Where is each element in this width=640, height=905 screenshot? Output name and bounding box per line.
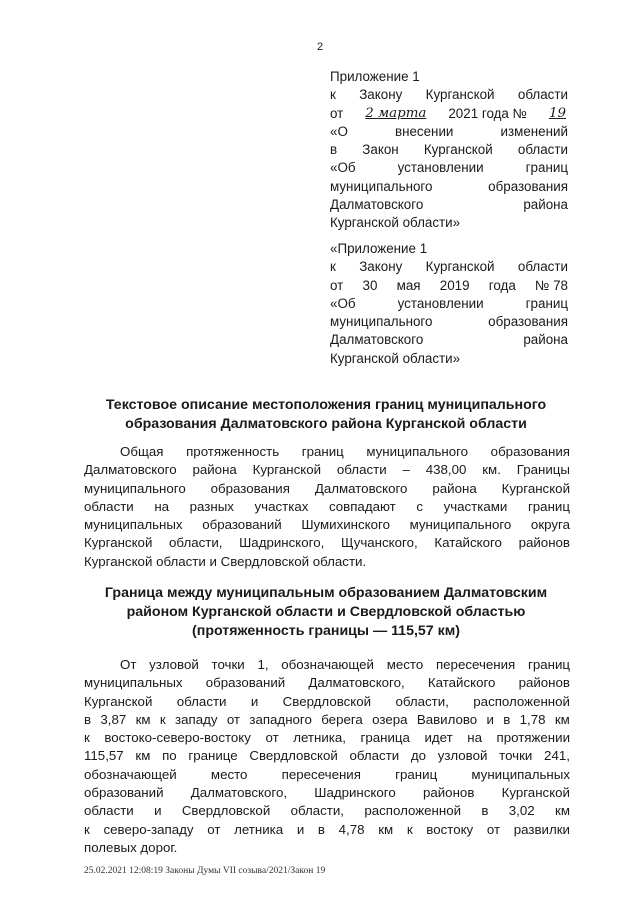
word: 438,00 <box>425 462 467 478</box>
text-line <box>84 766 570 784</box>
word: района <box>432 480 477 496</box>
word: образования <box>490 444 570 459</box>
word: обозначающей <box>84 766 177 782</box>
word: 3,87 <box>100 711 127 727</box>
word: Далматовского <box>84 462 177 478</box>
word: границ <box>395 766 438 782</box>
word: 2 марта <box>365 105 427 121</box>
word: протяженность <box>186 444 280 459</box>
word: расположенной <box>473 693 570 709</box>
word: Курганской области и Свердловской области. <box>84 553 367 569</box>
word: к <box>406 821 413 837</box>
word: км <box>554 711 570 727</box>
word: Курганской области» <box>330 215 461 231</box>
word: округа <box>530 517 570 533</box>
word: образований <box>84 785 164 801</box>
word: района <box>523 197 568 213</box>
word: обозначающей <box>281 657 374 672</box>
word: озера <box>372 711 408 727</box>
word: области <box>176 693 227 709</box>
word: Далматовского <box>314 480 408 496</box>
text-line <box>84 784 570 802</box>
word: района <box>192 462 237 478</box>
word: области <box>336 462 387 478</box>
word: в <box>317 821 325 837</box>
document-footer: 25.02.2021 12:08:19 Законы Думы VII созыва/2021/Закон 19 <box>84 866 326 876</box>
word: участках <box>254 498 309 514</box>
word: образований <box>205 675 286 691</box>
word: расположенной <box>364 803 462 819</box>
word: Свердловской <box>249 748 338 764</box>
word: востоку <box>426 821 474 837</box>
appendix-line <box>330 258 568 276</box>
word: области <box>84 803 134 819</box>
word: к <box>330 259 336 275</box>
word: по <box>162 748 177 764</box>
word: 115,57 <box>84 748 124 764</box>
word: муниципального <box>330 178 433 194</box>
word: Далматовского, <box>190 785 288 801</box>
appendix-title <box>330 68 568 86</box>
appendix-original-block <box>330 240 568 368</box>
word: Закон <box>362 142 399 158</box>
word: области <box>517 259 568 275</box>
word: области, <box>169 535 223 551</box>
word: границ <box>525 160 568 176</box>
word: «Об <box>330 295 356 311</box>
text-line <box>84 461 570 479</box>
word: с <box>416 498 423 514</box>
word: «О <box>330 123 348 139</box>
heading-line: образования Далматовского района Курганской области <box>125 416 527 432</box>
word: в <box>330 142 338 158</box>
word: района <box>523 332 568 348</box>
word: и <box>154 803 162 819</box>
text-line <box>84 516 570 534</box>
word: Курганской <box>423 142 493 158</box>
word: точки <box>211 657 245 672</box>
word: – <box>402 462 410 478</box>
word: муниципальных <box>471 766 570 782</box>
word: 2019 <box>439 277 470 293</box>
text-line <box>84 656 570 674</box>
word: районов <box>422 785 475 801</box>
word: узловой <box>437 748 488 764</box>
word: разных <box>189 498 234 514</box>
word: Далматовского <box>330 332 424 348</box>
word: на <box>467 730 482 746</box>
section-heading-sverdlovsk-border <box>82 584 570 641</box>
word: Закону <box>359 87 403 103</box>
word: Вавилово <box>416 711 478 727</box>
word: в <box>481 803 489 819</box>
word: «Приложение 1 <box>330 241 428 256</box>
word: точки <box>499 748 533 764</box>
text-line <box>84 821 570 839</box>
word: образования <box>488 314 568 330</box>
word: муниципального <box>330 314 433 330</box>
appendix-line <box>330 277 568 295</box>
word: Курганской области» <box>330 350 461 366</box>
word: пересечения <box>435 657 516 672</box>
text-line <box>84 553 570 571</box>
word: востоко-северо-востоку <box>104 730 251 746</box>
word: границе <box>188 748 238 764</box>
word: Курганской <box>425 259 495 275</box>
word: образований <box>202 517 282 533</box>
word: Катайского <box>434 535 502 551</box>
text-line <box>84 747 570 765</box>
heading-line: Текстовое описание местоположения границ муниципального <box>105 397 547 413</box>
word: Закону <box>359 259 403 275</box>
word: Шумихинского <box>301 517 390 533</box>
word: от <box>265 730 279 746</box>
word: Курганской <box>84 535 153 551</box>
word: муниципальных <box>84 517 183 533</box>
word: установлении <box>397 160 484 176</box>
word: границ <box>301 444 344 459</box>
word: области <box>517 87 568 103</box>
word: развилки <box>513 821 570 837</box>
page-number: 2 <box>316 41 324 53</box>
word: 1, <box>257 657 269 672</box>
word: от <box>207 821 221 837</box>
word: границ <box>525 295 568 311</box>
word: от <box>330 277 344 293</box>
paragraph-border-description <box>84 656 570 857</box>
word: от <box>486 821 501 837</box>
word: Курганской <box>84 693 153 709</box>
word: Курганской <box>252 462 322 478</box>
word: Границы <box>516 462 570 478</box>
word: 1,78 <box>519 711 546 727</box>
document-heading <box>82 396 570 434</box>
word: муниципального <box>84 480 186 496</box>
word: Приложение 1 <box>330 69 420 84</box>
word: летника <box>234 821 284 837</box>
appendix-line <box>330 159 568 177</box>
word: протяжении <box>496 730 570 746</box>
word: области <box>517 142 568 158</box>
word: Курганской <box>425 87 495 103</box>
word: Щучанского, <box>340 535 418 551</box>
word: и <box>296 821 305 837</box>
word: года <box>488 277 516 293</box>
word: границ <box>527 657 570 672</box>
word: № 78 <box>535 277 568 293</box>
appendix-line <box>330 141 568 159</box>
word: и <box>250 693 259 709</box>
appendix-line <box>330 196 568 214</box>
word: муниципальных <box>84 675 183 691</box>
word: 241, <box>544 748 570 764</box>
word: берега <box>321 711 363 727</box>
word: области, <box>395 693 449 709</box>
appendix-line <box>330 214 568 232</box>
word: границ <box>527 498 570 514</box>
text-line <box>84 674 570 692</box>
word: западного <box>249 711 312 727</box>
word: к <box>330 87 336 103</box>
word: 4,78 <box>338 821 365 837</box>
heading-line: Граница между муниципальным образованием Далматовским <box>104 585 548 601</box>
word: на <box>154 498 170 514</box>
word: км <box>555 803 570 819</box>
word: области, <box>290 803 345 819</box>
appendix-line <box>330 313 568 331</box>
word: к <box>84 821 90 837</box>
text-line <box>84 534 570 552</box>
word: от <box>226 711 241 727</box>
word: 3,02 <box>508 803 535 819</box>
word: 19 <box>548 105 566 121</box>
appendix-line <box>330 178 568 196</box>
appendix-current-block <box>330 68 568 233</box>
text-line <box>84 839 570 857</box>
word: области <box>349 748 400 764</box>
word: «Об <box>330 160 356 176</box>
text-line <box>84 498 570 516</box>
word: совпадают <box>328 498 396 514</box>
word: место <box>210 766 248 782</box>
word: Шадринского <box>314 785 396 801</box>
word: Курганской <box>501 785 570 801</box>
word: Катайского <box>427 675 496 691</box>
text-line <box>84 802 570 820</box>
word: и <box>486 711 494 727</box>
word: муниципального <box>409 517 512 533</box>
text-line <box>84 480 570 498</box>
appendix-line <box>330 86 568 104</box>
word: участками <box>443 498 508 514</box>
word: граница <box>360 730 410 746</box>
word: пересечения <box>281 766 361 782</box>
word: км <box>378 821 394 837</box>
word: 2021 года № <box>448 105 527 121</box>
text-line <box>84 693 570 711</box>
text-line <box>84 443 570 461</box>
word: летника, <box>293 730 346 746</box>
word: изменений <box>500 123 568 139</box>
text-line <box>84 729 570 747</box>
word: От <box>120 657 137 672</box>
word: Шадринского, <box>239 535 325 551</box>
word: до <box>410 748 427 764</box>
word: от <box>330 105 344 121</box>
word: 30 <box>362 277 378 293</box>
word: Далматовского <box>330 197 424 213</box>
appendix-line <box>330 350 568 368</box>
word: в <box>503 711 511 727</box>
appendix-title <box>330 240 568 258</box>
word: Курганской <box>501 480 570 496</box>
word: мая <box>396 277 421 293</box>
word: км. <box>482 462 501 478</box>
word: узловой <box>149 657 199 672</box>
word: в <box>84 711 92 727</box>
word: Общая <box>120 444 164 459</box>
word: Свердловской <box>181 803 271 819</box>
word: к <box>84 730 90 746</box>
word: к <box>159 711 166 727</box>
heading-line: районом Курганской области и Свердловской областью <box>126 604 526 620</box>
word: км <box>135 711 151 727</box>
word: районов <box>518 675 570 691</box>
word: Далматовского, <box>308 675 405 691</box>
word: районов <box>518 535 570 551</box>
word: место <box>386 657 424 672</box>
word: северо-западу <box>103 821 194 837</box>
appendix-line <box>330 105 568 123</box>
word: внесении <box>394 123 454 139</box>
word: образования <box>210 480 290 496</box>
text-line <box>84 711 570 729</box>
word: км <box>135 748 151 764</box>
word: образования <box>488 178 568 194</box>
appendix-line <box>330 295 568 313</box>
word: западу <box>175 711 218 727</box>
word: муниципального <box>366 444 469 459</box>
appendix-line <box>330 331 568 349</box>
heading-line: (протяженность границы — 115,57 км) <box>192 623 460 639</box>
word: полевых дорог. <box>84 839 178 855</box>
appendix-line <box>330 123 568 141</box>
word: Свердловской <box>282 693 372 709</box>
paragraph-total-length <box>84 443 570 571</box>
word: области <box>84 498 134 514</box>
word: идет <box>424 730 453 746</box>
word: установлении <box>397 295 484 311</box>
